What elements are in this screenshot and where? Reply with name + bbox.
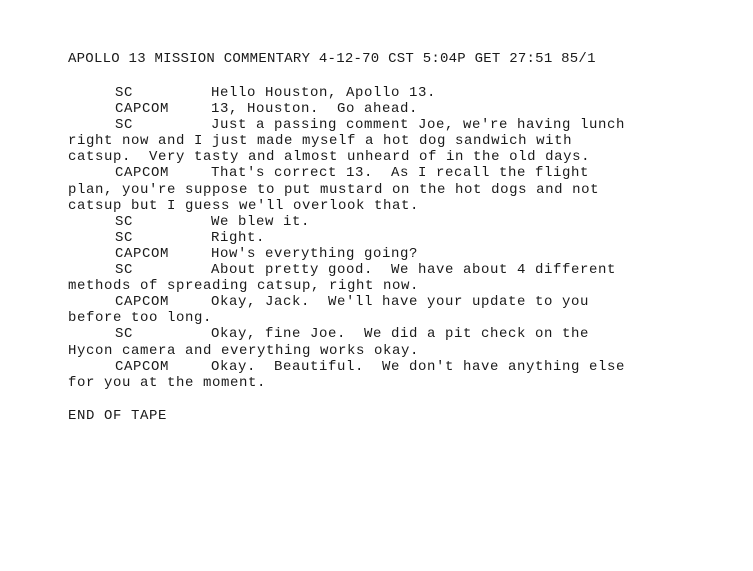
transcript-entry	[68, 359, 668, 391]
transcript-entry	[68, 117, 668, 165]
dialogue-line: Okay, Jack. We'll have your update to you	[211, 294, 590, 311]
speaker-label: CAPCOM	[115, 294, 170, 311]
dialogue-line: 13, Houston. Go ahead.	[211, 101, 419, 118]
dialogue-line: We blew it.	[211, 213, 311, 230]
dialogue-line: Hycon camera and everything works okay.	[68, 342, 420, 359]
transcript-entry	[68, 294, 668, 326]
transcript-entry	[68, 230, 668, 246]
transcript-entry	[68, 326, 668, 358]
dialogue-line: right now and I just made myself a hot dog sandwich with	[68, 133, 573, 150]
dialogue-line: Hello Houston, Apollo 13.	[211, 85, 437, 101]
transcript-entry	[68, 262, 668, 294]
speaker-label: SC	[115, 326, 134, 343]
dialogue-line: catsup. Very tasty and almost unheard of in the old days.	[68, 149, 591, 166]
speaker-label: SC	[115, 117, 134, 134]
dialogue-line: Right.	[211, 229, 266, 246]
transcript-body	[68, 85, 668, 391]
speaker-label: SC	[115, 229, 134, 246]
dialogue-line: That's correct 13. As I recall the flight	[211, 165, 590, 182]
speaker-label: CAPCOM	[115, 101, 170, 118]
speaker-label: CAPCOM	[115, 358, 170, 375]
transcript-entry	[68, 85, 668, 101]
transcript-entry	[68, 214, 668, 230]
speaker-label: CAPCOM	[115, 245, 170, 262]
dialogue-line: Okay. Beautiful. We don't have anything else	[211, 358, 626, 375]
dialogue-line: before too long.	[68, 310, 213, 327]
dialogue-line: Okay, fine Joe. We did a pit check on the	[211, 326, 590, 343]
page-header: APOLLO 13 MISSION COMMENTARY 4-12-70 CST 5:04P GET 27:51 85/1	[68, 51, 596, 67]
transcript-entry	[68, 165, 668, 213]
end-of-tape-label: END OF TAPE	[68, 408, 168, 424]
dialogue-line: catsup but I guess we'll overlook that.	[68, 197, 420, 214]
dialogue-line: About pretty good. We have about 4 different	[211, 262, 617, 279]
speaker-label: SC	[115, 213, 134, 230]
speaker-label: SC	[115, 85, 134, 101]
transcript-entry	[68, 101, 668, 117]
dialogue-line: methods of spreading catsup, right now.	[68, 278, 420, 295]
dialogue-line: for you at the moment.	[68, 374, 267, 391]
dialogue-line: How's everything going?	[211, 245, 419, 262]
speaker-label: SC	[115, 262, 134, 279]
dialogue-line: Just a passing comment Joe, we're having lunch	[211, 117, 626, 134]
transcript-entry	[68, 246, 668, 262]
speaker-label: CAPCOM	[115, 165, 170, 182]
dialogue-line: plan, you're suppose to put mustard on the hot dogs and not	[68, 181, 600, 198]
